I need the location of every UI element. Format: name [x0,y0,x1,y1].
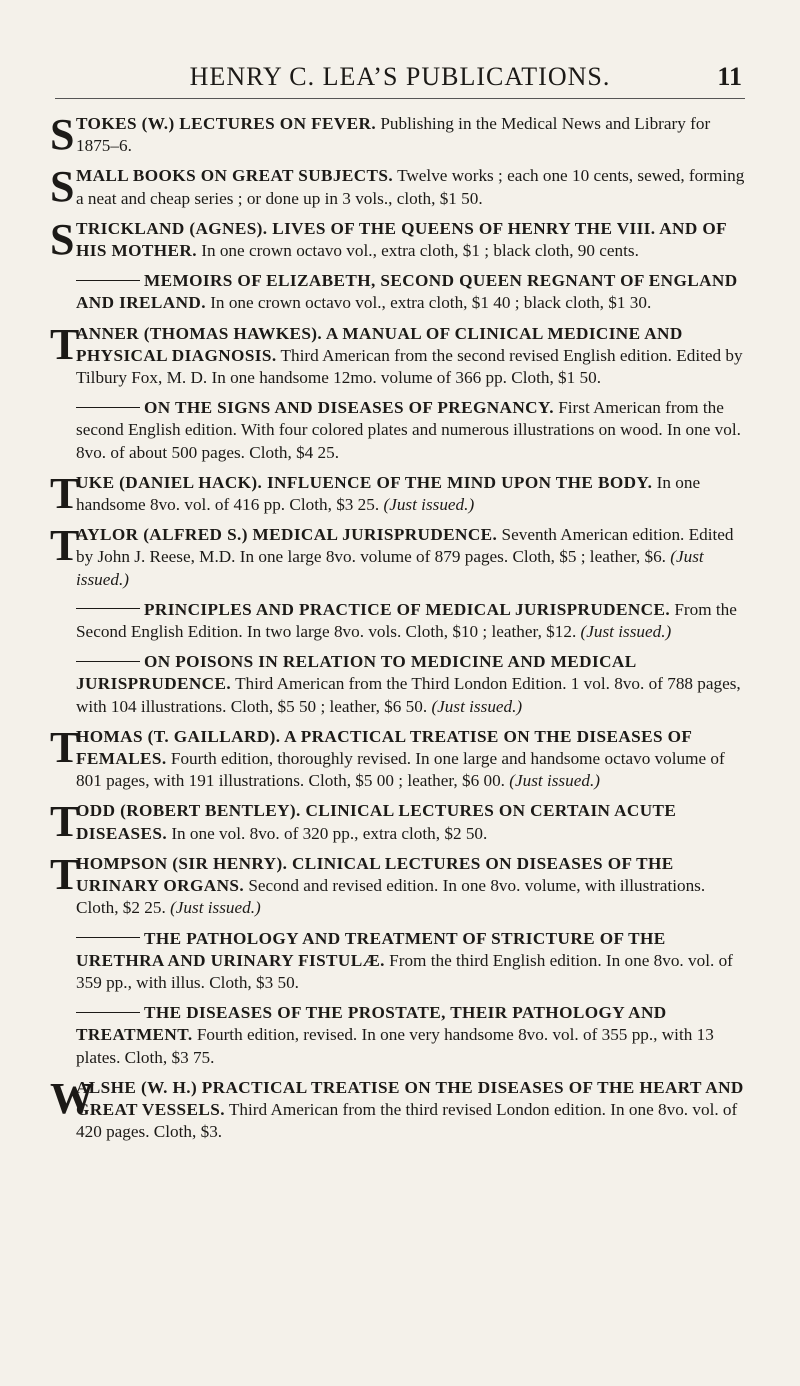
ditto-dash [76,608,140,609]
entry-strickland [50,214,750,264]
entry-tanner-pregnancy [50,397,750,464]
entry-heading: ODD (ROBERT BENTLEY). CLINICAL LECTURES ON CERTAIN ACUTE DISEASES. [76,801,677,843]
entry-heading: MEMOIRS OF ELIZABETH, SECOND QUEEN REGNANT OF ENGLAND AND IRELAND. [76,271,738,313]
entry-text: First American from the second English edition. With four colored plates and numerous illustrations on wood. In one vol. 8vo. of about 500 pages. Cloth, $4 25. [76,398,741,462]
entry-heading: MALL BOOKS ON GREAT SUBJECTS. [76,166,394,186]
drop-initial: W [50,1073,94,1123]
entry-heading: TRICKLAND (AGNES). LIVES OF THE QUEENS OF HENRY THE VIII. AND OF HIS MOTHER. [76,218,727,261]
entry-heading: TOKES (W.) LECTURES ON FEVER. [76,114,377,133]
entry-heading: UKE (DANIEL HACK). INFLUENCE OF THE MIND UPON THE BODY. [76,472,653,492]
entry-text: In one crown octavo vol., extra cloth, $1 ; black cloth, 90 cents. [201,241,639,261]
entry-small-books [50,162,750,212]
entry-note: (Just issued.) [431,696,523,716]
entry-note: (Just issued.) [580,622,672,642]
entry-heading: ALSHE (W. H.) PRACTICAL TREATISE ON THE DISEASES OF THE HEART AND GREAT VESSELS. [76,1077,744,1119]
entry-thompson-prostate [50,1002,750,1069]
ditto-dash [76,661,140,662]
entry-todd [50,797,750,847]
entry-tuke [50,468,750,518]
entry-text: Twelve works ; each one 10 cents, sewed, forming a neat and cheap series ; or done up in 3 vols., cloth, $1 50. [76,166,745,208]
entry-note: (Just issued.) [76,547,704,589]
entry-tanner [50,319,750,390]
entry-note: (Just issued.) [170,898,261,918]
running-header [0,62,800,94]
entry-text: Third American from the third revised London edition. In one 8vo. vol. of 420 pages. Cloth, $3. [76,1099,738,1142]
page-number: 11 [717,62,742,91]
entry-thomas [50,722,750,793]
entry-text: Seventh American edition. Edited by John J. Reese, M.D. In one large 8vo. volume of 879 pages. Cloth, $5 ; leather, $6. [76,525,734,567]
entry-heading: HOMAS (T. GAILLARD). A PRACTICAL TREATISE ON THE DISEASES OF FEMALES. [76,726,692,769]
entry-thompson [50,849,750,920]
entry-heading: HOMPSON (SIR HENRY). CLINICAL LECTURES ON DISEASES OF THE URINARY ORGANS. [76,853,674,896]
entry-thompson-stricture [50,928,750,995]
ditto-dash [76,1012,140,1013]
entry-heading: PRINCIPLES AND PRACTICE OF MEDICAL JURISPRUDENCE. [144,599,671,619]
drop-initial: S [50,214,75,264]
entry-text: In one vol. 8vo. of 320 pp., extra cloth, $2 50. [171,823,488,843]
drop-initial: T [50,849,80,899]
entry-text: Publishing in the Medical News and Library for 1875–6. [76,114,711,156]
header-rule [55,98,745,99]
entry-walshe [50,1073,750,1144]
entry-text: Fourth edition, revised. In one very handsome 8vo. vol. of 355 pp., with 13 plates. Cloth, $3 75. [76,1025,714,1067]
entry-text: From the Second English Edition. In two large 8vo. vols. Cloth, $10 ; leather, $12. [76,599,737,642]
header-title: HENRY C. LEA’S PUBLICATIONS. [189,62,611,91]
entry-taylor-poisons [50,651,750,718]
entry-heading: ANNER (THOMAS HAWKES). A MANUAL OF CLINICAL MEDICINE AND PHYSICAL DIAGNOSIS. [76,323,683,365]
entry-text: In one handsome 8vo. vol. of 416 pp. Cloth, $3 25. [76,472,701,515]
drop-initial: T [50,521,80,571]
entry-strickland-memoirs [50,270,750,314]
drop-initial: S [50,162,75,212]
entry-heading: THE DISEASES OF THE PROSTATE, THEIR PATHOLOGY AND TREATMENT. [76,1003,667,1045]
ditto-dash [76,407,140,408]
entry-text: Third American from the second revised English edition. Edited by Tilbury Fox, M. D. In one handsome 12mo. volume of 366 pp. Cloth, $1 50. [76,345,743,388]
drop-initial: T [50,722,80,772]
entry-text: In one crown octavo vol., extra cloth, $1 40 ; black cloth, $1 30. [210,293,652,313]
entry-note: (Just issued.) [383,495,475,515]
drop-initial: T [50,797,80,847]
entry-heading: THE PATHOLOGY AND TREATMENT OF STRICTURE OF THE URETHRA AND URINARY FISTULÆ. [76,928,666,970]
entry-stokes [50,110,750,159]
entry-taylor [50,521,750,591]
ditto-dash [76,280,140,281]
entry-taylor-principles [50,599,750,643]
entry-text: Second and revised edition. In one 8vo. volume, with illustrations. Cloth, $2 25. [76,876,706,918]
entry-note: (Just issued.) [509,771,600,791]
entry-text: Fourth edition, thoroughly revised. In one large and handsome octavo volume of 801 pages, with 191 illustrations. Cloth, $5 00 ; leather, $6 00. [76,749,725,791]
drop-initial: T [50,319,80,369]
drop-initial: T [50,468,80,518]
entry-heading: ON POISONS IN RELATION TO MEDICINE AND MEDICAL JURISPRUDENCE. [76,652,636,694]
entry-text: Third American from the Third London Edition. 1 vol. 8vo. of 788 pages, with 104 illustrations. Cloth, $5 50 ; leather, $6 50. [76,674,741,716]
entry-heading: ON THE SIGNS AND DISEASES OF PREGNANCY. [144,398,554,418]
entry-heading: AYLOR (ALFRED S.) MEDICAL JURISPRUDENCE. [76,525,498,545]
ditto-dash [76,937,140,938]
entry-list [50,110,750,1151]
drop-initial: S [50,110,75,159]
entry-text: From the third English edition. In one 8vo. vol. of 359 pp., with illus. Cloth, $3 50. [76,950,733,992]
